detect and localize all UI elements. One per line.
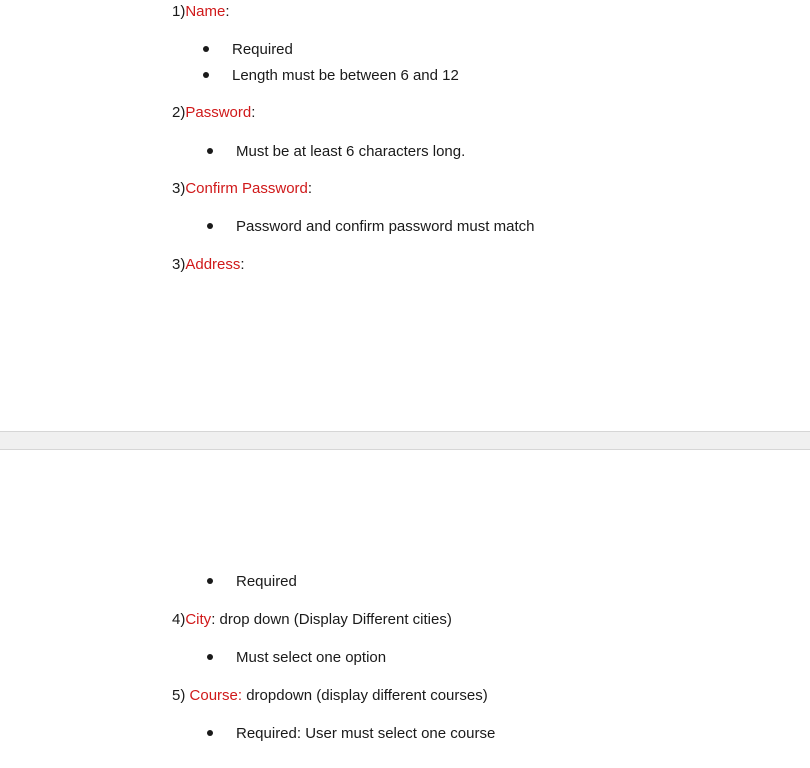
bullet-text: Length must be between 6 and 12 bbox=[232, 67, 459, 84]
heading-colon: : bbox=[240, 256, 245, 273]
heading-label: City bbox=[185, 611, 212, 628]
bullet-text: Required bbox=[236, 573, 297, 590]
heading-label: Address bbox=[185, 256, 241, 273]
heading-colon: : bbox=[307, 180, 313, 197]
heading-number: 2) bbox=[172, 104, 186, 121]
bullet-text: Required bbox=[232, 41, 293, 58]
bullet-dot bbox=[207, 654, 213, 660]
heading-confirm-password bbox=[172, 180, 312, 198]
document-page-2 bbox=[0, 450, 810, 768]
heading-city bbox=[172, 611, 452, 629]
heading-rest: dropdown (display different courses) bbox=[242, 687, 488, 704]
heading-label: Name bbox=[185, 3, 226, 20]
heading-colon: : bbox=[225, 3, 230, 20]
heading-label: Password bbox=[185, 104, 252, 121]
bullet-dot bbox=[207, 223, 213, 229]
heading-number: 3) bbox=[172, 180, 186, 197]
bullet-text: Required: User must select one course bbox=[236, 725, 496, 742]
heading-number: 5) bbox=[172, 687, 190, 704]
bullet-text: Password and confirm password must match bbox=[236, 218, 535, 235]
bullet-dot bbox=[207, 730, 213, 736]
bullet-text: Must select one option bbox=[236, 649, 387, 666]
bullet-dot bbox=[207, 578, 213, 584]
bullet-dot bbox=[203, 46, 209, 52]
bullet-dot bbox=[203, 72, 209, 78]
heading-colon: : bbox=[251, 104, 256, 121]
heading-number: 3) bbox=[172, 256, 186, 273]
heading-course bbox=[172, 687, 488, 705]
page-break-gap bbox=[0, 431, 810, 450]
heading-password bbox=[172, 104, 255, 122]
heading-number: 1) bbox=[172, 3, 186, 20]
heading-label: Course: bbox=[189, 687, 243, 704]
heading-address bbox=[172, 256, 245, 274]
bullet-dot bbox=[207, 148, 213, 154]
heading-label: Confirm Password bbox=[185, 180, 308, 197]
heading-name bbox=[172, 3, 230, 21]
bullet-text: Must be at least 6 characters long. bbox=[236, 143, 466, 160]
heading-rest: : drop down (Display Different cities) bbox=[211, 611, 452, 628]
heading-number: 4) bbox=[172, 611, 186, 628]
